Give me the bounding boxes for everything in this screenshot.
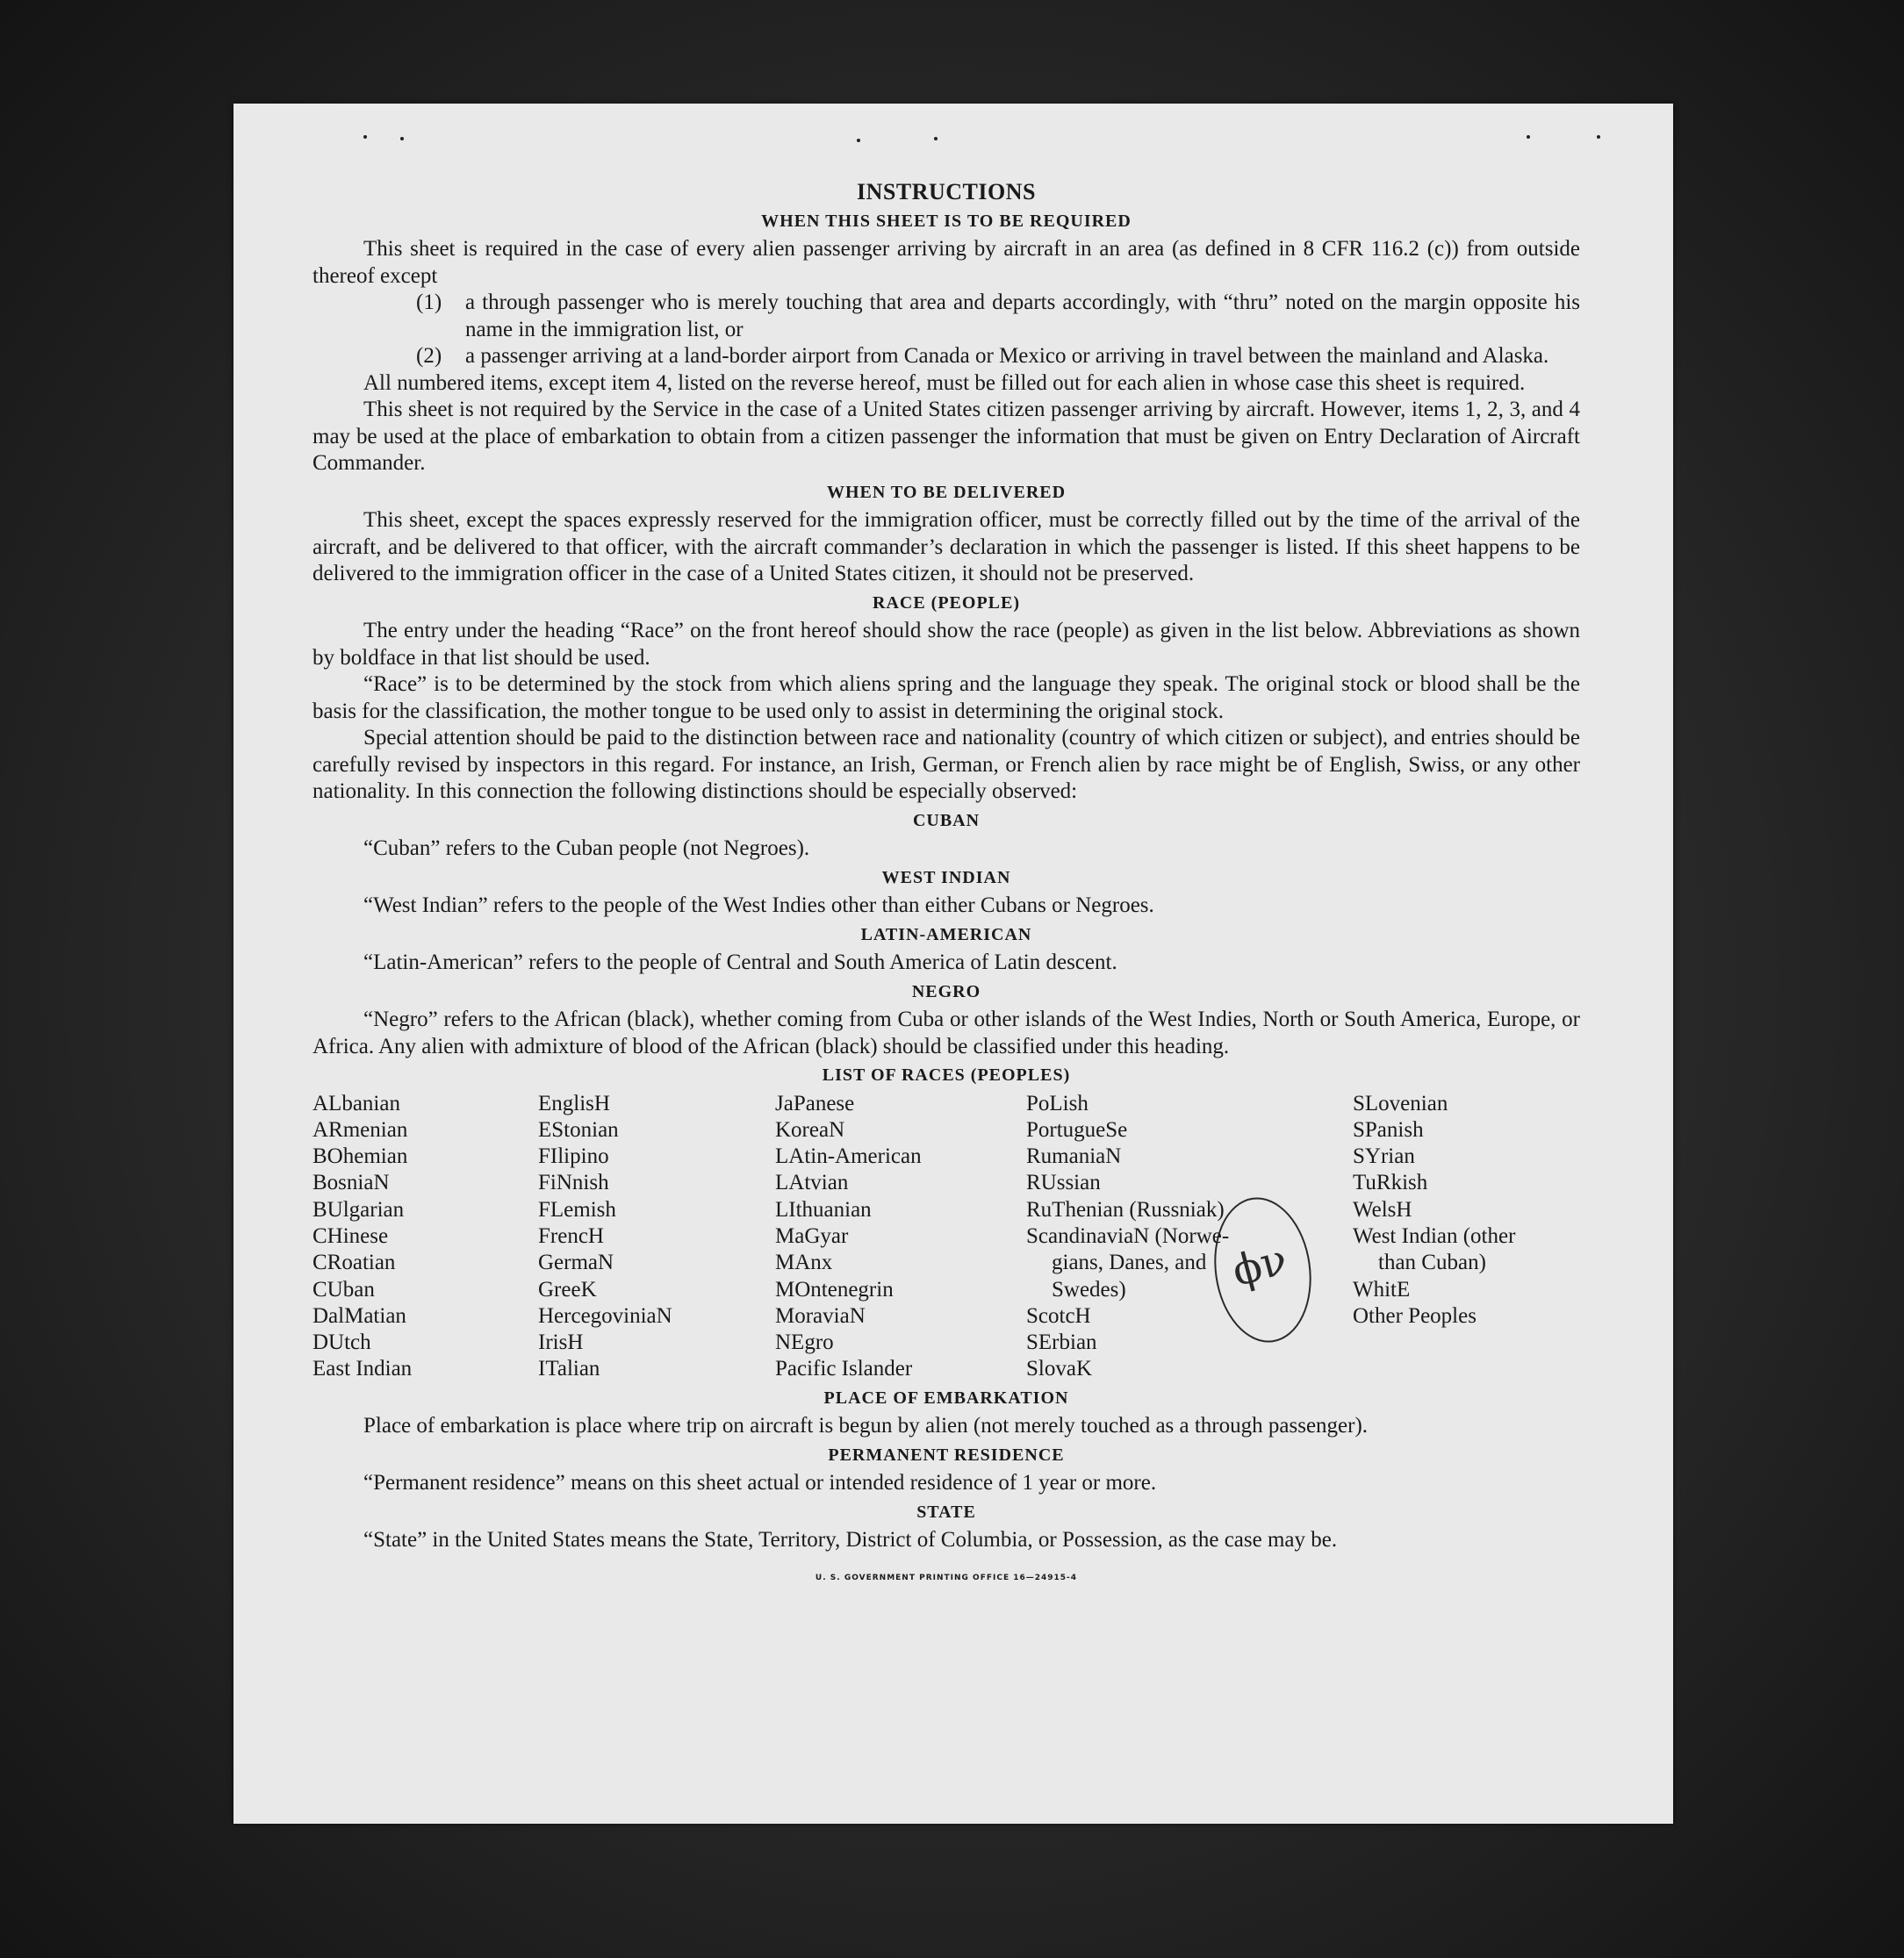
race-entry: FrencH (538, 1223, 604, 1248)
race-entry: BUlgarian (313, 1197, 405, 1222)
paragraph-cuban: “Cuban” refers to the Cuban people (not Negroes). (363, 836, 810, 860)
paragraph-negro: “Negro” refers to the African (black), whether coming from Cuba or other islands of the West Indies, North or South America, Europe, or Africa. Any alien with admixture of blood of the African (black) should be classified under this heading. (313, 1008, 1580, 1058)
heading-latin-american: LATIN-AMERICAN (860, 924, 1032, 944)
race-entry: NEgro (775, 1330, 834, 1355)
heading-when-required: WHEN THIS SHEET IS TO BE REQUIRED (761, 211, 1132, 231)
races-column-5 (1353, 1091, 1580, 1383)
race-entry: RumaniaN (1026, 1144, 1122, 1169)
speck (857, 139, 860, 142)
race-entry: WelsH (1353, 1197, 1412, 1222)
race-entry-continuation: Swedes) (1052, 1277, 1126, 1302)
instruction-sheet (234, 104, 1673, 1824)
race-entry: MAnx (775, 1251, 833, 1275)
race-entry: MaGyar (775, 1223, 849, 1248)
race-entry: KoreaN (775, 1117, 845, 1142)
item-number: (1) (416, 290, 442, 314)
race-entry-continuation: gians, Danes, and (1052, 1251, 1207, 1275)
race-entry: PortugueSe (1026, 1117, 1128, 1142)
heading-cuban: CUBAN (912, 810, 981, 830)
heading-embarkation: PLACE OF EMBARKATION (823, 1388, 1069, 1408)
printing-office-footer: U. S. GOVERNMENT PRINTING OFFICE 16—24915-4 (815, 1573, 1078, 1582)
race-entry: ARmenian (313, 1117, 408, 1142)
list-item (416, 343, 1580, 370)
race-entry: TuRkish (1353, 1171, 1428, 1195)
race-entry: IrisH (538, 1330, 584, 1355)
paragraph-race-entry: The entry under the heading “Race” on the front hereof should show the race (people) as given in the list below. Abbreviations as shown by boldface in that list should be used. (313, 619, 1580, 670)
race-entry: Other Peoples (1353, 1303, 1476, 1328)
race-entry: SLovenian (1353, 1091, 1448, 1115)
race-entry: DUtch (313, 1330, 371, 1355)
race-entry: GermaN (538, 1251, 614, 1275)
race-entry: ScandinaviaN (Norwe- (1026, 1223, 1230, 1248)
page-title: INSTRUCTIONS (857, 179, 1036, 204)
race-entry: SErbian (1026, 1330, 1097, 1355)
heading-negro: NEGRO (911, 981, 981, 1001)
races-column-3 (775, 1091, 1026, 1383)
race-entry: ScotcH (1026, 1303, 1091, 1328)
races-column-1 (313, 1091, 538, 1383)
speck (1527, 135, 1530, 139)
race-entry: LAtin-American (775, 1144, 922, 1169)
race-entry: ITalian (538, 1357, 600, 1381)
paragraph-west-indian: “West Indian” refers to the people of the West Indies other than either Cubans or Negroes. (363, 893, 1154, 917)
race-entry: DalMatian (313, 1303, 406, 1328)
race-entry: MoraviaN (775, 1303, 866, 1328)
race-entry: Pacific Islander (775, 1357, 913, 1381)
race-entry: BOhemian (313, 1144, 408, 1169)
item-number: (2) (416, 344, 442, 368)
document-body (313, 179, 1580, 1591)
race-entry: CRoatian (313, 1251, 396, 1275)
race-entry: SPanish (1353, 1117, 1424, 1142)
speck (934, 137, 938, 140)
race-entry: SYrian (1353, 1144, 1415, 1169)
race-entry: EStonian (538, 1117, 619, 1142)
exception-list (416, 290, 1580, 370)
race-entry: CHinese (313, 1223, 389, 1248)
paragraph-state: “State” in the United States means the State, Territory, District of Columbia, or Possession, as the case may be. (363, 1528, 1338, 1553)
paragraph-race-nationality: Special attention should be paid to the distinction between race and nationality (country of which citizen or subject), and entries should be carefully revised by inspectors in this regard. For instance, an Irish, German, or French alien by race might be of English, Swiss, or any other nationality. In this connection the following distinctions should be especially observed: (313, 726, 1580, 803)
speck (400, 137, 404, 140)
race-entry: LAtvian (775, 1171, 849, 1195)
race-entry: RUssian (1026, 1171, 1101, 1195)
race-entry: East Indian (313, 1357, 413, 1381)
race-entry: BosniaN (313, 1171, 390, 1195)
race-entry: MOntenegrin (775, 1277, 894, 1302)
race-entry: LIthuanian (775, 1197, 872, 1222)
races-column-4 (1026, 1091, 1353, 1383)
race-entry: West Indian (other (1353, 1223, 1516, 1248)
paragraph-requirement: This sheet is required in the case of every alien passenger arriving by aircraft in an area (as defined in 8 CFR 116.2 (c)) from outside thereof except (313, 237, 1580, 288)
race-entry: HercegoviniaN (538, 1303, 672, 1328)
race-entry: FiNnish (538, 1171, 609, 1195)
list-item (416, 290, 1580, 343)
handwritten-mark: ϕν (1226, 1234, 1293, 1297)
race-entry: CUban (313, 1277, 375, 1302)
speck (363, 135, 367, 139)
heading-when-delivered: WHEN TO BE DELIVERED (826, 482, 1067, 502)
race-entry-continuation: than Cuban) (1378, 1251, 1486, 1275)
heading-list-of-races: LIST OF RACES (PEOPLES) (822, 1065, 1071, 1085)
races-list (313, 1091, 1580, 1383)
paragraph-latin-american: “Latin-American” refers to the people of Central and South America of Latin descent. (363, 950, 1117, 974)
item-text: a through passenger who is merely touching that area and departs accordingly, with “thru” noted on the margin opposite his name in the immigration list, or (465, 290, 1580, 341)
race-entry: SlovaK (1026, 1357, 1092, 1381)
race-entry: FIlipino (538, 1144, 609, 1169)
paragraph-numbered-items: All numbered items, except item 4, listed on the reverse hereof, must be filled out for each alien in whose case this sheet is required. (363, 370, 1526, 395)
paragraph-race-definition: “Race” is to be determined by the stock from which aliens spring and the language they speak. The original stock or blood shall be the basis for the classification, the mother tongue to be used only to assist in determining the original stock. (313, 672, 1580, 723)
race-entry: PoLish (1026, 1091, 1089, 1115)
heading-race: RACE (PEOPLE) (873, 592, 1020, 613)
speck (1597, 135, 1600, 139)
race-entry: GreeK (538, 1277, 597, 1302)
race-entry: EnglisH (538, 1091, 610, 1115)
races-column-2 (538, 1091, 775, 1383)
paragraph-citizen: This sheet is not required by the Service in the case of a United States citizen passenger arriving by aircraft. However, items 1, 2, 3, and 4 may be used at the place of embarkation to obtain from a citizen passenger the information that must be given on Entry Declaration of Aircraft Commander. (313, 398, 1580, 475)
paragraph-embarkation: Place of embarkation is place where trip on aircraft is begun by alien (not merely touched as a through passenger). (363, 1414, 1369, 1438)
paragraph-delivery: This sheet, except the spaces expressly reserved for the immigration officer, must be correctly filled out by the time of the arrival of the aircraft, and be delivered to that officer, with the aircraft commander’s declaration in which the passenger is listed. If this sheet happens to be delivered to the immigration officer in the case of a United States citizen, it should not be preserved. (313, 508, 1580, 585)
race-entry: RuThenian (Russniak) (1026, 1197, 1225, 1222)
item-text: a passenger arriving at a land-border airport from Canada or Mexico or arriving in travel between the mainland and Alaska. (465, 344, 1549, 368)
paragraph-residence: “Permanent residence” means on this sheet actual or intended residence of 1 year or more. (363, 1471, 1157, 1495)
race-entry: FLemish (538, 1197, 616, 1222)
heading-state: STATE (916, 1502, 976, 1522)
race-entry: ALbanian (313, 1091, 400, 1115)
heading-residence: PERMANENT RESIDENCE (828, 1445, 1065, 1465)
heading-west-indian: WEST INDIAN (881, 867, 1011, 887)
race-entry: WhitE (1353, 1277, 1411, 1302)
race-entry: JaPanese (775, 1091, 855, 1115)
